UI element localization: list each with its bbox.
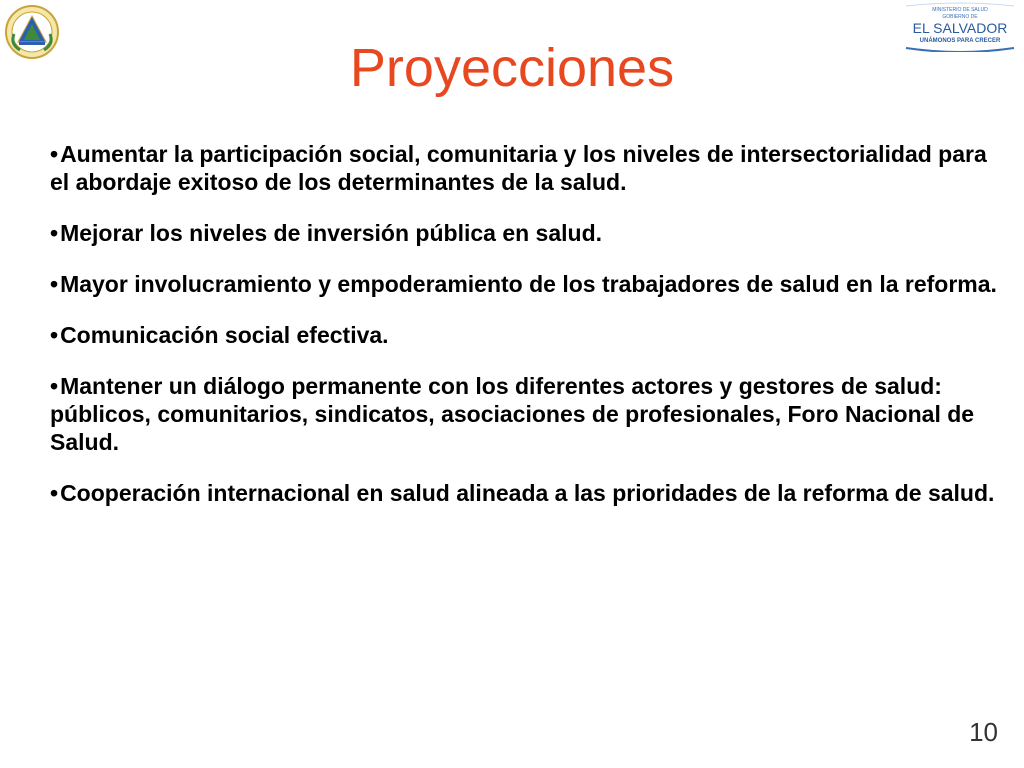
page-number: 10 — [969, 717, 998, 747]
bullet-item — [50, 479, 1000, 507]
bullet-item — [50, 140, 1000, 196]
bullet-text: Cooperación internacional en salud alineada a las prioridades de la reforma de salud. — [60, 480, 995, 506]
logo-ministerio-text: MINISTERIO DE SALUD — [932, 7, 988, 13]
bullet-text: Aumentar la participación social, comunitaria y los niveles de intersectorialidad para el abordaje exitoso de los determinantes de la salud. — [50, 141, 987, 195]
logo-tagline-text: UNÁMONOS PARA CRECER — [919, 38, 1001, 44]
bullet-text: Mejorar los niveles de inversión pública en salud. — [60, 220, 603, 246]
bullet-list — [50, 140, 1000, 530]
bullet-item — [50, 219, 1000, 247]
bullet-dot: • — [50, 141, 59, 167]
bullet-text: Mayor involucramiento y empoderamiento de los trabajadores de salud en la reforma. — [60, 271, 997, 297]
bullet-text: Comunicación social efectiva. — [60, 322, 389, 348]
logo-name-text: EL SALVADOR — [912, 20, 1008, 36]
bullet-dot: • — [50, 480, 59, 506]
slide-title: Proyecciones — [349, 38, 675, 98]
bullet-item — [50, 270, 1000, 298]
bullet-dot: • — [50, 373, 59, 399]
bullet-dot: • — [50, 220, 59, 246]
bullet-item — [50, 372, 1000, 456]
bullet-dot: • — [50, 322, 59, 348]
bullet-text: Mantener un diálogo permanente con los diferentes actores y gestores de salud: públicos, comunitarios, sindicatos, asociaciones de profesionales, Foro Nacional de Salud. — [50, 373, 975, 455]
logo-gobierno-text: GOBIERNO DE — [942, 14, 978, 20]
bullet-item — [50, 321, 1000, 349]
bullet-dot: • — [50, 271, 59, 297]
